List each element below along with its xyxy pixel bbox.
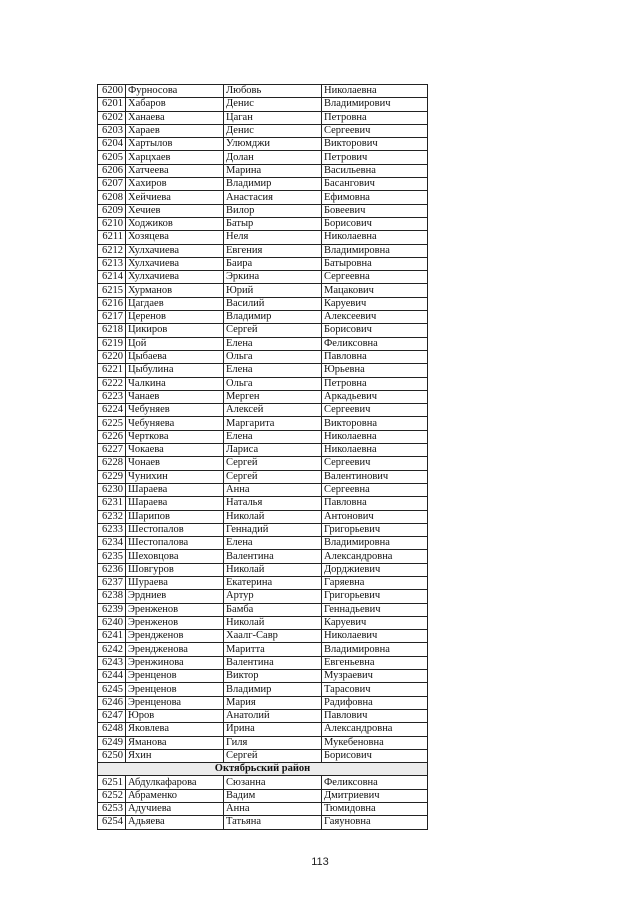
- cell-given-name: Татьяна: [224, 816, 322, 829]
- cell-num: 6215: [98, 284, 126, 297]
- cell-patronymic: Тюмидовна: [322, 803, 428, 816]
- cell-patronymic: Григорьевич: [322, 590, 428, 603]
- cell-surname: Цыбулина: [126, 364, 224, 377]
- cell-surname: Чебуняева: [126, 417, 224, 430]
- table-row: [98, 311, 428, 324]
- cell-num: 6250: [98, 749, 126, 762]
- cell-patronymic: Николаевна: [322, 444, 428, 457]
- table-row: [98, 430, 428, 443]
- cell-given-name: Алексей: [224, 404, 322, 417]
- cell-surname: Шураева: [126, 576, 224, 589]
- table-row: [98, 284, 428, 297]
- cell-patronymic: Григорьевич: [322, 523, 428, 536]
- table-row: [98, 789, 428, 802]
- table-row: [98, 510, 428, 523]
- cell-given-name: Анатолий: [224, 709, 322, 722]
- cell-num: 6212: [98, 244, 126, 257]
- table-row: [98, 377, 428, 390]
- cell-num: 6235: [98, 550, 126, 563]
- cell-surname: Адучиева: [126, 803, 224, 816]
- cell-given-name: Владимир: [224, 311, 322, 324]
- table-row: [98, 390, 428, 403]
- table-row: [98, 271, 428, 284]
- cell-patronymic: Сергеевич: [322, 124, 428, 137]
- table-row: [98, 217, 428, 230]
- cell-given-name: Долан: [224, 151, 322, 164]
- cell-patronymic: Владимировна: [322, 537, 428, 550]
- cell-given-name: Сергей: [224, 324, 322, 337]
- cell-patronymic: Викторович: [322, 138, 428, 151]
- cell-patronymic: Феликсовна: [322, 776, 428, 789]
- cell-surname: Чалкина: [126, 377, 224, 390]
- cell-given-name: Елена: [224, 337, 322, 350]
- cell-given-name: Анна: [224, 483, 322, 496]
- cell-surname: Черткова: [126, 430, 224, 443]
- cell-given-name: Анастасия: [224, 191, 322, 204]
- cell-given-name: Денис: [224, 124, 322, 137]
- cell-surname: Цой: [126, 337, 224, 350]
- cell-surname: Чебуняев: [126, 404, 224, 417]
- cell-given-name: Маритта: [224, 643, 322, 656]
- table-row: [98, 603, 428, 616]
- cell-surname: Хулхачиева: [126, 271, 224, 284]
- table-row: [98, 244, 428, 257]
- cell-surname: Эренценова: [126, 696, 224, 709]
- cell-num: 6221: [98, 364, 126, 377]
- cell-num: 6234: [98, 537, 126, 550]
- cell-surname: Хатчеева: [126, 164, 224, 177]
- cell-patronymic: Сергеевна: [322, 271, 428, 284]
- cell-num: 6238: [98, 590, 126, 603]
- cell-patronymic: Николаевич: [322, 630, 428, 643]
- cell-given-name: Лариса: [224, 444, 322, 457]
- cell-given-name: Хаалг-Савр: [224, 630, 322, 643]
- cell-given-name: Николай: [224, 510, 322, 523]
- cell-surname: Чокаева: [126, 444, 224, 457]
- cell-given-name: Сергей: [224, 470, 322, 483]
- cell-num: 6209: [98, 204, 126, 217]
- cell-patronymic: Александровна: [322, 550, 428, 563]
- table-row: [98, 816, 428, 829]
- cell-surname: Эренценов: [126, 670, 224, 683]
- cell-given-name: Елена: [224, 430, 322, 443]
- cell-surname: Шовгуров: [126, 563, 224, 576]
- cell-surname: Шараева: [126, 483, 224, 496]
- table-row: [98, 350, 428, 363]
- table-row: [98, 643, 428, 656]
- cell-num: 6222: [98, 377, 126, 390]
- cell-surname: Шестопалова: [126, 537, 224, 550]
- cell-surname: Хечиев: [126, 204, 224, 217]
- cell-given-name: Мария: [224, 696, 322, 709]
- cell-surname: Ходжиков: [126, 217, 224, 230]
- cell-surname: Харцхаев: [126, 151, 224, 164]
- cell-surname: Эрендженова: [126, 643, 224, 656]
- cell-num: 6214: [98, 271, 126, 284]
- cell-given-name: Эркина: [224, 271, 322, 284]
- cell-surname: Шестопалов: [126, 523, 224, 536]
- cell-given-name: Елена: [224, 364, 322, 377]
- cell-num: 6202: [98, 111, 126, 124]
- cell-given-name: Геннадий: [224, 523, 322, 536]
- cell-patronymic: Мукебеновна: [322, 736, 428, 749]
- cell-num: 6254: [98, 816, 126, 829]
- cell-num: 6241: [98, 630, 126, 643]
- cell-given-name: Батыр: [224, 217, 322, 230]
- table-row: [98, 364, 428, 377]
- cell-given-name: Валентина: [224, 656, 322, 669]
- cell-num: 6213: [98, 257, 126, 270]
- cell-num: 6204: [98, 138, 126, 151]
- cell-given-name: Екатерина: [224, 576, 322, 589]
- cell-patronymic: Николаевна: [322, 231, 428, 244]
- cell-num: 6200: [98, 85, 126, 98]
- cell-given-name: Николай: [224, 616, 322, 629]
- cell-num: 6240: [98, 616, 126, 629]
- cell-given-name: Евгения: [224, 244, 322, 257]
- cell-surname: Эренженов: [126, 616, 224, 629]
- table-row: [98, 111, 428, 124]
- table-row: [98, 337, 428, 350]
- cell-surname: Яковлева: [126, 723, 224, 736]
- cell-num: 6228: [98, 457, 126, 470]
- table-row: [98, 444, 428, 457]
- cell-num: 6249: [98, 736, 126, 749]
- page-number: 113: [311, 856, 329, 868]
- table-row: [98, 497, 428, 510]
- names-table: [97, 84, 428, 830]
- table-row: [98, 404, 428, 417]
- cell-patronymic: Александровна: [322, 723, 428, 736]
- cell-given-name: Наталья: [224, 497, 322, 510]
- table-row: [98, 550, 428, 563]
- cell-surname: Хурманов: [126, 284, 224, 297]
- cell-surname: Эрендженов: [126, 630, 224, 643]
- table-row: [98, 98, 428, 111]
- table-row: [98, 138, 428, 151]
- cell-patronymic: Бовеевич: [322, 204, 428, 217]
- cell-patronymic: Каруевич: [322, 616, 428, 629]
- cell-num: 6230: [98, 483, 126, 496]
- cell-given-name: Вилор: [224, 204, 322, 217]
- cell-num: 6229: [98, 470, 126, 483]
- table-row: [98, 297, 428, 310]
- cell-surname: Юров: [126, 709, 224, 722]
- cell-given-name: Гиля: [224, 736, 322, 749]
- cell-surname: Эрдниев: [126, 590, 224, 603]
- cell-patronymic: Сергеевич: [322, 404, 428, 417]
- table-row: [98, 470, 428, 483]
- cell-given-name: Виктор: [224, 670, 322, 683]
- cell-surname: Чунихин: [126, 470, 224, 483]
- cell-given-name: Любовь: [224, 85, 322, 98]
- cell-num: 6227: [98, 444, 126, 457]
- cell-patronymic: Алексеевич: [322, 311, 428, 324]
- cell-num: 6226: [98, 430, 126, 443]
- table-row: [98, 483, 428, 496]
- cell-given-name: Мерген: [224, 390, 322, 403]
- table-row: [98, 709, 428, 722]
- cell-num: 6223: [98, 390, 126, 403]
- cell-num: 6217: [98, 311, 126, 324]
- cell-given-name: Баира: [224, 257, 322, 270]
- cell-num: 6201: [98, 98, 126, 111]
- cell-patronymic: Батыровна: [322, 257, 428, 270]
- cell-patronymic: Борисович: [322, 749, 428, 762]
- cell-surname: Хахиров: [126, 178, 224, 191]
- table-row: [98, 670, 428, 683]
- cell-given-name: Сергей: [224, 457, 322, 470]
- cell-patronymic: Сергеевич: [322, 457, 428, 470]
- cell-num: 6246: [98, 696, 126, 709]
- cell-patronymic: Николаевна: [322, 430, 428, 443]
- cell-patronymic: Дорджиевич: [322, 563, 428, 576]
- cell-patronymic: Гаряевна: [322, 576, 428, 589]
- cell-num: 6210: [98, 217, 126, 230]
- cell-num: 6233: [98, 523, 126, 536]
- table-row: [98, 590, 428, 603]
- cell-given-name: Марина: [224, 164, 322, 177]
- cell-patronymic: Петрович: [322, 151, 428, 164]
- cell-surname: Яманова: [126, 736, 224, 749]
- cell-surname: Эренценов: [126, 683, 224, 696]
- cell-given-name: Владимир: [224, 178, 322, 191]
- cell-num: 6205: [98, 151, 126, 164]
- table-row: [98, 164, 428, 177]
- cell-patronymic: Викторовна: [322, 417, 428, 430]
- cell-num: 6245: [98, 683, 126, 696]
- cell-patronymic: Павловна: [322, 497, 428, 510]
- cell-num: 6248: [98, 723, 126, 736]
- cell-surname: Адьяева: [126, 816, 224, 829]
- cell-num: 6242: [98, 643, 126, 656]
- cell-num: 6244: [98, 670, 126, 683]
- section-header-row: [98, 763, 428, 776]
- cell-given-name: Неля: [224, 231, 322, 244]
- cell-given-name: Ольга: [224, 377, 322, 390]
- cell-surname: Абраменко: [126, 789, 224, 802]
- cell-given-name: Валентина: [224, 550, 322, 563]
- cell-given-name: Сергей: [224, 749, 322, 762]
- table-row: [98, 537, 428, 550]
- table-row: [98, 630, 428, 643]
- table-row: [98, 776, 428, 789]
- cell-num: 6243: [98, 656, 126, 669]
- section-title: Октябрьский район: [98, 763, 428, 776]
- cell-surname: Абдулкафарова: [126, 776, 224, 789]
- table-row: [98, 523, 428, 536]
- cell-surname: Чонаев: [126, 457, 224, 470]
- table-body-before-section: [98, 85, 428, 763]
- cell-patronymic: Музраевич: [322, 670, 428, 683]
- cell-surname: Хабаров: [126, 98, 224, 111]
- cell-patronymic: Ефимовна: [322, 191, 428, 204]
- cell-patronymic: Феликсовна: [322, 337, 428, 350]
- cell-num: 6232: [98, 510, 126, 523]
- cell-patronymic: Владимировна: [322, 643, 428, 656]
- cell-given-name: Николай: [224, 563, 322, 576]
- table-row: [98, 417, 428, 430]
- cell-patronymic: Тарасович: [322, 683, 428, 696]
- cell-patronymic: Басангович: [322, 178, 428, 191]
- cell-surname: Ханаева: [126, 111, 224, 124]
- cell-given-name: Юрий: [224, 284, 322, 297]
- cell-patronymic: Владимировна: [322, 244, 428, 257]
- cell-surname: Хараев: [126, 124, 224, 137]
- cell-given-name: Вадим: [224, 789, 322, 802]
- cell-num: 6206: [98, 164, 126, 177]
- cell-patronymic: Павловна: [322, 350, 428, 363]
- cell-num: 6211: [98, 231, 126, 244]
- table-row: [98, 683, 428, 696]
- cell-surname: Цикиров: [126, 324, 224, 337]
- cell-patronymic: Юрьевна: [322, 364, 428, 377]
- table-row: [98, 324, 428, 337]
- cell-patronymic: Гаяуновна: [322, 816, 428, 829]
- cell-given-name: Владимир: [224, 683, 322, 696]
- table-row: [98, 723, 428, 736]
- table-row: [98, 696, 428, 709]
- cell-surname: Цыбаева: [126, 350, 224, 363]
- cell-surname: Хулхачиева: [126, 257, 224, 270]
- cell-patronymic: Мацакович: [322, 284, 428, 297]
- cell-num: 6207: [98, 178, 126, 191]
- table-row: [98, 85, 428, 98]
- cell-num: 6203: [98, 124, 126, 137]
- table-row: [98, 178, 428, 191]
- table-row: [98, 124, 428, 137]
- cell-num: 6252: [98, 789, 126, 802]
- cell-given-name: Артур: [224, 590, 322, 603]
- cell-surname: Чанаев: [126, 390, 224, 403]
- cell-patronymic: Геннадьевич: [322, 603, 428, 616]
- table-row: [98, 616, 428, 629]
- cell-surname: Фурносова: [126, 85, 224, 98]
- cell-num: 6251: [98, 776, 126, 789]
- cell-given-name: Сюзанна: [224, 776, 322, 789]
- cell-surname: Хулхачиева: [126, 244, 224, 257]
- table-body-after-section: [98, 776, 428, 829]
- cell-num: 6225: [98, 417, 126, 430]
- table-row: [98, 257, 428, 270]
- cell-num: 6216: [98, 297, 126, 310]
- cell-patronymic: Павлович: [322, 709, 428, 722]
- cell-num: 6220: [98, 350, 126, 363]
- cell-given-name: Цаган: [224, 111, 322, 124]
- table-row: [98, 576, 428, 589]
- table-row: [98, 204, 428, 217]
- table-row: [98, 191, 428, 204]
- cell-patronymic: Борисович: [322, 217, 428, 230]
- table-row: [98, 736, 428, 749]
- cell-patronymic: Николаевна: [322, 85, 428, 98]
- cell-num: 6239: [98, 603, 126, 616]
- table-row: [98, 457, 428, 470]
- cell-given-name: Ирина: [224, 723, 322, 736]
- cell-given-name: Денис: [224, 98, 322, 111]
- cell-surname: Эренжинова: [126, 656, 224, 669]
- cell-num: 6224: [98, 404, 126, 417]
- cell-surname: Цагдаев: [126, 297, 224, 310]
- cell-given-name: Елена: [224, 537, 322, 550]
- cell-num: 6219: [98, 337, 126, 350]
- cell-patronymic: Петровна: [322, 377, 428, 390]
- cell-surname: Хартылов: [126, 138, 224, 151]
- cell-surname: Шеховцова: [126, 550, 224, 563]
- cell-surname: Шараева: [126, 497, 224, 510]
- cell-num: 6253: [98, 803, 126, 816]
- cell-patronymic: Евгеньевна: [322, 656, 428, 669]
- table-row: [98, 151, 428, 164]
- cell-surname: Церенов: [126, 311, 224, 324]
- cell-patronymic: Васильевна: [322, 164, 428, 177]
- cell-surname: Хейчиева: [126, 191, 224, 204]
- cell-patronymic: Дмитриевич: [322, 789, 428, 802]
- cell-patronymic: Каруевич: [322, 297, 428, 310]
- cell-num: 6231: [98, 497, 126, 510]
- cell-num: 6237: [98, 576, 126, 589]
- cell-patronymic: Антонович: [322, 510, 428, 523]
- cell-patronymic: Борисович: [322, 324, 428, 337]
- table-section: [98, 763, 428, 776]
- cell-num: 6218: [98, 324, 126, 337]
- table-row: [98, 563, 428, 576]
- table-row: [98, 803, 428, 816]
- cell-num: 6236: [98, 563, 126, 576]
- cell-surname: Хозяцева: [126, 231, 224, 244]
- table-row: [98, 749, 428, 762]
- cell-given-name: Маргарита: [224, 417, 322, 430]
- table-row: [98, 231, 428, 244]
- cell-given-name: Василий: [224, 297, 322, 310]
- cell-patronymic: Валентинович: [322, 470, 428, 483]
- cell-surname: Эренженов: [126, 603, 224, 616]
- cell-given-name: Ольга: [224, 350, 322, 363]
- cell-num: 6208: [98, 191, 126, 204]
- cell-num: 6247: [98, 709, 126, 722]
- table-row: [98, 656, 428, 669]
- cell-patronymic: Аркадьевич: [322, 390, 428, 403]
- cell-patronymic: Петровна: [322, 111, 428, 124]
- cell-given-name: Анна: [224, 803, 322, 816]
- cell-patronymic: Сергеевна: [322, 483, 428, 496]
- cell-patronymic: Радифовна: [322, 696, 428, 709]
- cell-surname: Шарипов: [126, 510, 224, 523]
- cell-surname: Яхин: [126, 749, 224, 762]
- cell-given-name: Бамба: [224, 603, 322, 616]
- cell-patronymic: Владимирович: [322, 98, 428, 111]
- cell-given-name: Улюмджи: [224, 138, 322, 151]
